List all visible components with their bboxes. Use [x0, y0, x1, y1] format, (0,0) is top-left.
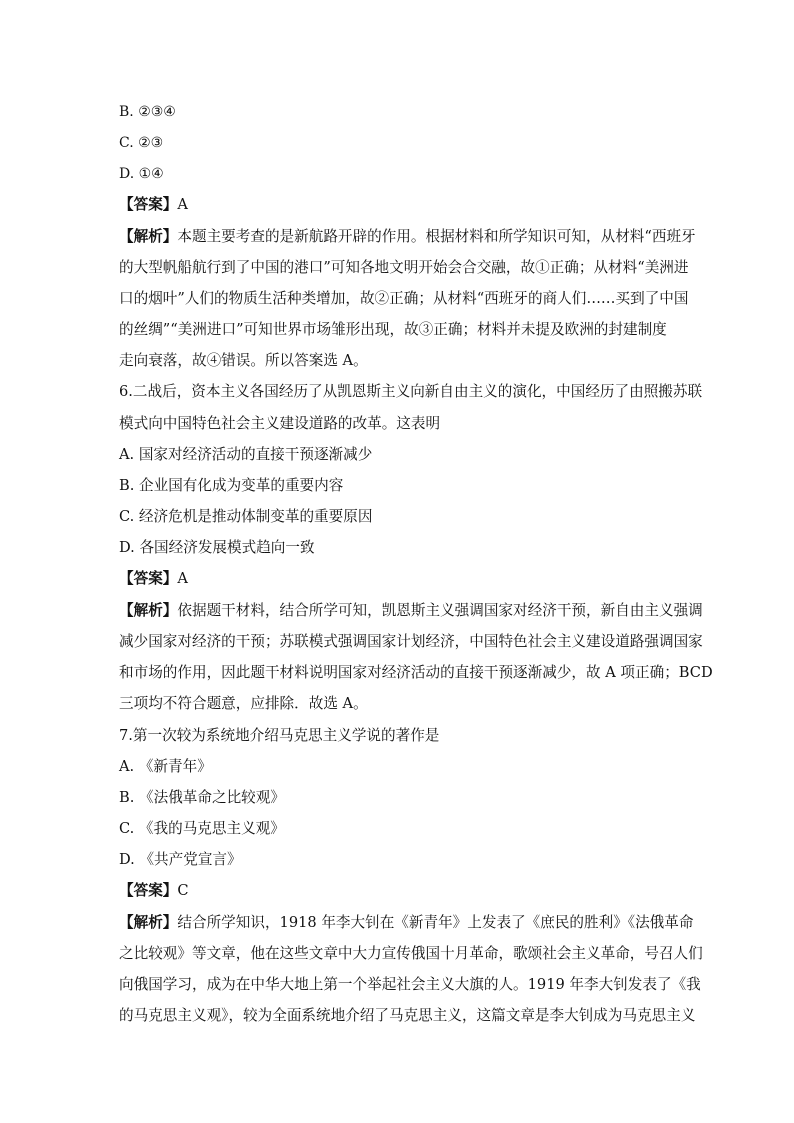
q7-option-d: D. 《共产党宣言》: [119, 851, 242, 868]
q6-analysis-line-1: [119, 601, 703, 621]
q5-option-b: B. ②③④: [119, 104, 176, 120]
answer-label: 【答案】: [119, 196, 178, 213]
q6-option-c: C. 经济危机是推动体制变革的重要原因: [119, 508, 373, 525]
q5-option-d: D. ①④: [119, 166, 164, 182]
analysis-text: 结合所学知识，1918 年李大钊在《新青年》上发表了《庶民的胜利》《法俄革命: [177, 914, 694, 931]
q5-analysis-line-1: [119, 227, 696, 247]
answer-value: A: [177, 570, 188, 587]
q5-analysis-line-2: 的大型帆船航行到了中国的港口”可知各地文明开始会合交融，故①正确；从材料“美洲进: [119, 259, 689, 276]
analysis-label: 【解析】: [119, 602, 178, 619]
q6-option-b: B. 企业国有化成为变革的重要内容: [119, 477, 344, 494]
q6-analysis-line-3: 和市场的作用，因此题干材料说明国家对经济活动的直接干预逐渐减少，故 A 项正确；BCD: [119, 664, 713, 681]
q6-answer: [119, 569, 679, 589]
answer-label: 【答案】: [119, 882, 178, 899]
q7-option-a: A. 《新青年》: [119, 758, 212, 775]
answer-value: A: [177, 196, 188, 213]
analysis-label: 【解析】: [119, 228, 178, 245]
q7-option-c: C. 《我的马克思主义观》: [119, 820, 285, 837]
q7-analysis-line-4: 的马克思主义观》，较为全面系统地介绍了马克思主义，这篇文章是李大钊成为马克思主义: [119, 1007, 696, 1024]
q5-option-c: C. ②③: [119, 135, 164, 151]
q5-analysis-line-3: 口的烟叶”人们的物质生活种类增加，故②正确；从材料“西班牙的商人们……买到了中国: [119, 290, 689, 307]
answer-label: 【答案】: [119, 570, 178, 587]
q6-stem-line-1: 6.二战后，资本主义各国经历了从凯恩斯主义向新自由主义的演化，中国经历了由照搬苏联: [119, 383, 703, 400]
analysis-text: 依据题干材料，结合所学可知，凯恩斯主义强调国家对经济干预，新自由主义强调: [177, 602, 703, 619]
q7-analysis-line-3: 向俄国学习，成为在中华大地上第一个举起社会主义大旗的人。1919 年李大钊发表了《我: [119, 976, 701, 993]
q7-analysis-line-1: [119, 913, 694, 933]
q6-option-a: A. 国家对经济活动的直接干预逐渐减少: [119, 446, 373, 463]
analysis-text: 本题主要考查的是新航路开辟的作用。根据材料和所学知识可知，从材料“西班牙: [177, 228, 696, 245]
q6-option-d: D. 各国经济发展模式趋向一致: [119, 539, 315, 556]
analysis-label: 【解析】: [119, 914, 178, 931]
q6-analysis-line-2: 减少国家对经济的干预；苏联模式强调国家计划经济，中国特色社会主义建设道路强调国家: [119, 633, 703, 650]
q7-analysis-line-2: 之比较观》等文章，他在这些文章中大力宣传俄国十月革命，歌颂社会主义革命，号召人们: [119, 945, 703, 962]
q5-analysis-line-4: 的丝绸”“美洲进口”可知世界市场雏形出现，故③正确；材料并未提及欧洲的封建制度: [119, 321, 667, 338]
q7-answer: [119, 881, 679, 901]
q6-analysis-line-4: 三项均不符合题意，应排除．故选 A。: [119, 695, 368, 712]
q5-analysis-line-5: 走向衰落，故④错误。所以答案选 A。: [119, 352, 368, 369]
answer-value: C: [177, 882, 189, 899]
q6-stem-line-2: 模式向中国特色社会主义建设道路的改革。这表明: [119, 415, 441, 432]
q5-answer: [119, 195, 679, 215]
q7-option-b: B. 《法俄革命之比较观》: [119, 789, 285, 806]
q7-stem: 7.第一次较为系统地介绍马克思主义学说的著作是: [119, 727, 440, 744]
